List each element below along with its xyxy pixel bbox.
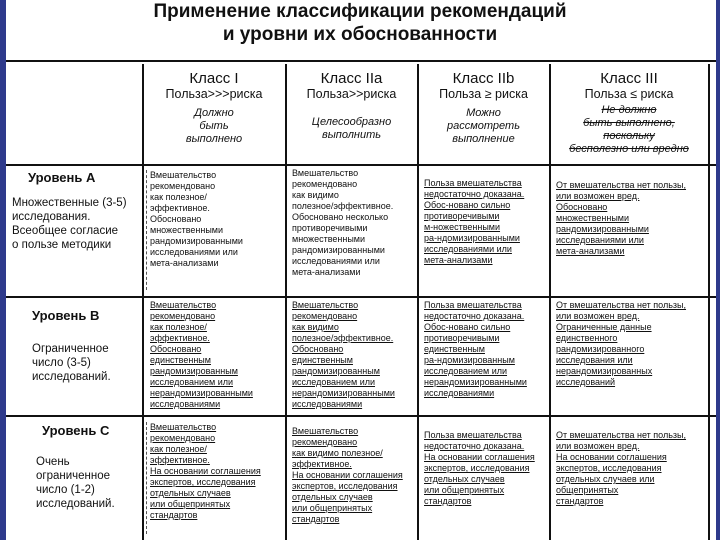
row-b-divider — [6, 415, 716, 417]
cell-a-class3 — [556, 180, 706, 257]
level-desc-line: Множественные (3-5) — [12, 197, 127, 209]
cell-text-line: исследованиями — [424, 388, 495, 398]
header-description — [287, 116, 416, 142]
cell-text-line: На основании соглашения — [150, 466, 261, 476]
header-desc-line: выполнено — [185, 133, 243, 145]
cell-text-line: На основании соглашения — [292, 470, 403, 480]
cell-c-class2a — [292, 426, 416, 525]
cell-text-line: исследованием или — [424, 366, 508, 376]
cell-text-line: единственным — [424, 344, 485, 354]
cell-text-line: нерандомизированными — [292, 388, 395, 398]
cell-c-class1 — [150, 422, 283, 521]
header-description — [419, 107, 548, 146]
header-description — [144, 107, 284, 146]
cell-text-line: экспертов, исследования — [292, 481, 398, 491]
cell-text-line: рандомизированным — [292, 366, 380, 376]
level-desc-line: число (3-5) — [32, 357, 91, 369]
cell-text-line: общепринятых — [556, 485, 619, 495]
header-benefit-label: Польза>>риска — [306, 87, 397, 101]
cell-b-class1 — [150, 300, 283, 410]
header-desc-line: Целесообразно — [311, 116, 392, 128]
cell-text-line: Обосновано — [292, 344, 344, 354]
header-class-2a — [287, 70, 416, 142]
cell-text-line: множественными — [150, 225, 224, 235]
cell-text-line: стандартов — [292, 514, 340, 524]
level-desc-line: число (1-2) — [36, 484, 95, 496]
cell-text-line: как видимо — [292, 190, 339, 200]
header-desc-line: поскольку — [603, 130, 655, 142]
cell-text-line: м-ножественными — [424, 222, 501, 232]
title-line-1: Применение классификации рекомендаций — [153, 1, 567, 22]
cell-text-line: Польза вмешательства — [424, 178, 522, 188]
cell-a-class2a — [292, 168, 416, 278]
cell-text-line: экспертов, исследования — [424, 463, 530, 473]
cell-text-line: отдельных случаев — [150, 488, 231, 498]
cell-text-line: Обос-новано сильно — [424, 200, 511, 210]
level-name: Уровень В — [32, 308, 100, 323]
cell-text-line: От вмешательства нет пользы, — [556, 180, 687, 190]
level-description — [12, 196, 140, 252]
cell-text-line: мета-анализами — [424, 255, 493, 265]
cell-text-line: рекомендовано — [150, 311, 216, 321]
cell-text-line: исследований — [556, 377, 616, 387]
cell-text-line: отдельных случаев или — [556, 474, 655, 484]
cell-text-line: полезное/эффективное. — [292, 333, 394, 343]
cell-text-line: эффективное. — [150, 455, 210, 465]
cell-text-line: полезное/эффективное. — [292, 201, 394, 211]
cell-text-line: рекомендовано — [292, 179, 358, 189]
cell-text-line: противоречивыми — [292, 223, 368, 233]
header-class-2b — [419, 70, 548, 146]
cell-text-line: рандомизированным — [150, 366, 238, 376]
cell-text-line: отдельных случаев — [424, 474, 505, 484]
cell-text-line: исследованиями или — [556, 235, 644, 245]
cell-text-line: Польза вмешательства — [424, 430, 522, 440]
header-desc-line: быть выполнено, — [583, 117, 675, 129]
level-a-label — [12, 170, 140, 252]
cell-text-line: Ограниченные данные — [556, 322, 652, 332]
cell-text-line: нерандомизированными — [424, 377, 527, 387]
cell-text-line: единственным — [150, 355, 211, 365]
cell-text-line: экспертов, исследования — [150, 477, 256, 487]
cell-text-line: От вмешательства нет пользы, — [556, 300, 687, 310]
cell-text-line: исследованиями — [292, 399, 363, 409]
cell-text-line: эффективное. — [150, 333, 210, 343]
cell-text-line: рекомендовано — [292, 437, 358, 447]
cell-text-line: рандомизированными — [556, 224, 649, 234]
cell-text-line: или общепринятых — [150, 499, 231, 509]
cell-text-line: множественными — [292, 234, 366, 244]
cell-text-line: ра-ндомизированным — [424, 355, 515, 365]
header-class-1 — [144, 70, 284, 146]
cell-b-class2a — [292, 300, 416, 410]
cell-b-class2b — [424, 300, 548, 399]
cell-text-line: стандартов — [424, 496, 472, 506]
title-line-2: и уровни их обоснованности — [222, 24, 498, 45]
header-benefit-label: Польза>>>риска — [165, 87, 263, 101]
header-desc-line: бесполезно или вредно — [569, 143, 689, 155]
cell-text-line: исследованиями или — [150, 247, 238, 257]
cell-text-line: На основании соглашения — [556, 452, 667, 462]
cell-text-line: рекомендовано — [150, 433, 216, 443]
cell-text-line: рандомизированными — [292, 245, 385, 255]
column-divider-5 — [708, 64, 710, 540]
cell-text-line: недостаточно доказана. — [424, 189, 525, 199]
header-desc-line: Должно — [194, 107, 234, 119]
level-desc-line: ограниченное — [36, 470, 111, 482]
cell-text-line: единственным — [292, 355, 353, 365]
cell-text-line: как полезное/ — [150, 444, 207, 454]
cell-text-line: Вмешательство — [150, 170, 217, 180]
cell-text-line: Вмешательство — [150, 300, 217, 310]
cell-a-class2b — [424, 178, 548, 266]
cell-c-class2b — [424, 430, 548, 507]
cell-text-line: Обос-новано сильно — [424, 322, 511, 332]
cell-text-line: Вмешательство — [292, 168, 359, 178]
level-desc-line: Всеобщее согласие — [12, 225, 119, 237]
header-description — [551, 104, 707, 156]
cell-text-line: нерандомизированных — [556, 366, 653, 376]
header-desc-line: быть — [199, 120, 229, 132]
level-desc-line: о пользе методики — [12, 239, 112, 251]
cell-text-line: рекомендовано — [150, 181, 216, 191]
header-benefit-label: Польза ≤ риска — [584, 87, 674, 101]
cell-text-line: или общепринятых — [292, 503, 373, 513]
header-row-divider — [6, 164, 716, 166]
cell-text-line: противоречивыми — [424, 333, 500, 343]
cell-text-line: ра-ндомизированными — [424, 233, 520, 243]
cell-text-line: исследованиями — [150, 399, 221, 409]
cell-text-line: противоречивыми — [424, 211, 500, 221]
cell-text-line: экспертов, исследования — [556, 463, 662, 473]
cell-text-line: Вмешательство — [292, 300, 359, 310]
cell-text-line: мета-анализами — [292, 267, 361, 277]
level-description — [12, 342, 140, 384]
level-c-label — [12, 423, 140, 511]
cell-text-line: стандартов — [150, 510, 198, 520]
header-class-3 — [551, 70, 707, 156]
cell-text-line: как видимо — [292, 322, 339, 332]
cell-text-line: рекомендовано — [292, 311, 358, 321]
level-name: Уровень С — [42, 423, 110, 438]
cell-text-line: нерандомизированными — [150, 388, 253, 398]
header-desc-line: Можно — [466, 107, 501, 119]
level-description — [12, 455, 140, 511]
row-a-divider — [6, 296, 716, 298]
header-class-label: Класс IIb — [452, 70, 515, 87]
cell-text-line: эффективное. — [150, 203, 210, 213]
cell-text-line: Вмешательство — [150, 422, 217, 432]
cell-text-line: как полезное/ — [150, 192, 207, 202]
level-desc-line: Ограниченное — [32, 343, 109, 355]
cell-text-line: Обосновано — [556, 202, 608, 212]
cell-text-line: Вмешательство — [292, 426, 359, 436]
cell-text-line: мета-анализами — [556, 246, 625, 256]
cell-text-line: эффективное. — [292, 459, 352, 469]
cell-text-line: рандомизированными — [150, 236, 243, 246]
header-benefit-label: Польза ≥ риска — [439, 87, 528, 101]
cell-text-line: стандартов — [556, 496, 604, 506]
table-top-border — [6, 60, 716, 62]
cell-text-line: множественными — [556, 213, 630, 223]
cell-text-line: исследования или — [556, 355, 633, 365]
cell-text-line: исследованиями или — [424, 244, 512, 254]
classification-table — [6, 60, 716, 540]
cell-text-line: От вмешательства нет пользы, — [556, 430, 687, 440]
cell-text-line: исследованием или — [292, 377, 376, 387]
level-desc-line: исследования. — [12, 211, 91, 223]
cell-text-line: как видимо полезное/ — [292, 448, 383, 458]
cell-text-line: На основании соглашения — [424, 452, 535, 462]
right-accent-bar — [716, 0, 720, 540]
header-class-label: Класс III — [600, 70, 658, 87]
level-name: Уровень А — [28, 170, 96, 185]
level-desc-line: исследований. — [32, 371, 111, 383]
dashed-separator — [146, 422, 147, 534]
header-class-label: Класс IIa — [320, 70, 383, 87]
cell-text-line: Польза вмешательства — [424, 300, 522, 310]
cell-text-line: единственного — [556, 333, 618, 343]
cell-text-line: отдельных случаев — [292, 492, 373, 502]
header-class-label: Класс I — [189, 70, 239, 87]
dashed-separator — [146, 170, 147, 290]
cell-text-line: или общепринятых — [424, 485, 505, 495]
cell-text-line: недостаточно доказана. — [424, 441, 525, 451]
cell-text-line: или возможен вред. — [556, 191, 640, 201]
level-b-label — [12, 308, 140, 384]
page-title — [0, 0, 720, 46]
cell-text-line: исследованиями или — [292, 256, 380, 266]
header-desc-line: выполнение — [452, 133, 515, 145]
cell-text-line: рандомизированного — [556, 344, 645, 354]
cell-b-class3 — [556, 300, 706, 388]
cell-text-line: Обосновано несколько — [292, 212, 389, 222]
cell-a-class1 — [150, 170, 283, 269]
level-desc-line: исследований. — [36, 498, 115, 510]
cell-text-line: или возможен вред. — [556, 441, 640, 451]
header-desc-line: рассмотреть — [447, 120, 520, 132]
cell-c-class3 — [556, 430, 706, 507]
cell-text-line: как полезное/ — [150, 322, 207, 332]
cell-text-line: мета-анализами — [150, 258, 219, 268]
cell-text-line: Обосновано — [150, 214, 202, 224]
cell-text-line: исследованием или — [150, 377, 234, 387]
header-desc-line: Не должно — [601, 104, 657, 116]
cell-text-line: или возможен вред. — [556, 311, 640, 321]
level-desc-line: Очень — [36, 456, 70, 468]
cell-text-line: недостаточно доказана. — [424, 311, 525, 321]
cell-text-line: Обосновано — [150, 344, 202, 354]
header-desc-line: выполнить — [321, 129, 382, 141]
